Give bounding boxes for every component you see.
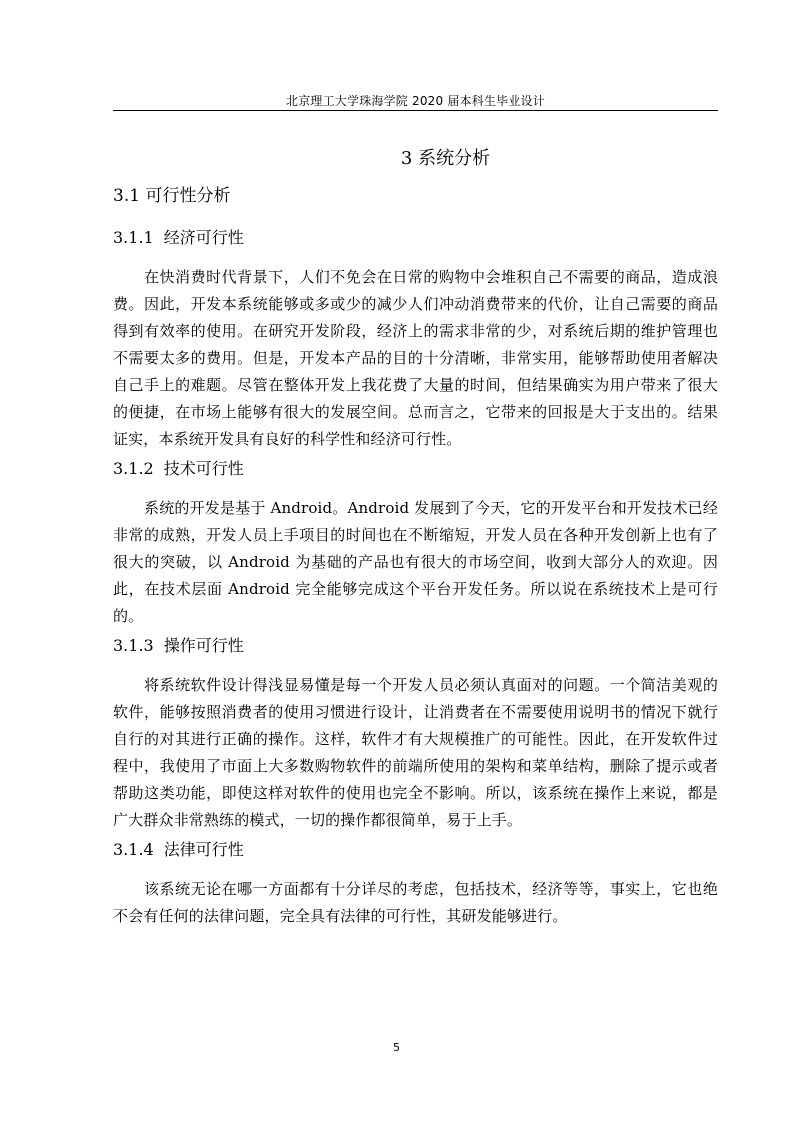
subsection-legal xyxy=(113,836,718,930)
section-title: 3.1 可行性分析 xyxy=(113,186,231,206)
subsection-heading xyxy=(113,455,718,483)
body-paragraph: 该系统无论在哪一方面都有十分详尽的考虑，包括技术，经济等等，事实上，它也绝不会有任何的法律问题，完全具有法律的可行性，其研发能够进行。 xyxy=(113,880,718,925)
subsection-title: 技术可行性 xyxy=(163,459,244,478)
subsection-technical xyxy=(113,455,718,630)
page-content xyxy=(113,140,718,932)
subsection-number: 3.1.3 xyxy=(113,636,154,655)
subsection-number: 3.1.2 xyxy=(113,459,154,478)
subsection-title: 法律可行性 xyxy=(163,840,244,859)
body-paragraph: 将系统软件设计得浅显易懂是每一个开发人员必须认真面对的问题。一个简洁美观的软件，能够按照消费者的使用习惯进行设计，让消费者在不需要使用说明书的情况下就行自行的对其进行正确的操作。这样，软件才有大规模推广的可能性。因此，在开发软件过程中，我使用了市面上大多数购物软件的前端所使用的架构和菜单结构，删除了提示或者帮助这类功能，即使这样对软件的使用也完全不影响。所以，该系统在操作上来说，都是广大群众非常熟练的模式，一切的操作都很简单，易于上手。 xyxy=(113,676,718,829)
subsection-heading xyxy=(113,632,718,660)
subsection-title: 经济可行性 xyxy=(163,228,244,247)
page-number: 5 xyxy=(393,1041,400,1054)
running-header: 北京理工大学珠海学院 2020 届本科生毕业设计 xyxy=(286,94,545,108)
subsection-title: 操作可行性 xyxy=(163,636,244,655)
subsection-operational xyxy=(113,632,718,834)
subsection-economic xyxy=(113,224,718,453)
subsection-number: 3.1.1 xyxy=(113,228,154,247)
body-paragraph: 在快消费时代背景下，人们不免会在日常的购物中会堆积自己不需要的商品，造成浪费。因此，开发本系统能够或多或少的减少人们冲动消费带来的代价，让自己需要的商品得到有效率的使用。在研究开发阶段，经济上的需求非常的少，对系统后期的维护管理也不需要太多的费用。但是，开发本产品的目的十分清晰，非常实用，能够帮助使用者解决自己手上的难题。尽管在整体开发上我花费了大量的时间，但结果确实为用户带来了很大的便捷，在市场上能够有很大的发展空间。总而言之，它带来的回报是大于支出的。结果证实，本系统开发具有良好的科学性和经济可行性。 xyxy=(113,268,718,448)
subsection-heading xyxy=(113,836,718,864)
body-paragraph: 系统的开发是基于 Android。Android 发展到了今天，它的开发平台和开发技术已经非常的成熟，开发人员上手项目的时间也在不断缩短，开发人员在各种开发创新上也有了很大的突破，以 Android 为基础的产品也有很大的市场空间，收到大部分人的欢迎。因此，在技术层面 Android 完全能够完成这个平台开发任务。所以说在系统技术上是可行的。 xyxy=(113,499,718,625)
subsection-heading xyxy=(113,224,718,252)
subsection-number: 3.1.4 xyxy=(113,840,154,859)
chapter-title: 3 系统分析 xyxy=(400,148,491,169)
header-divider xyxy=(113,110,718,111)
